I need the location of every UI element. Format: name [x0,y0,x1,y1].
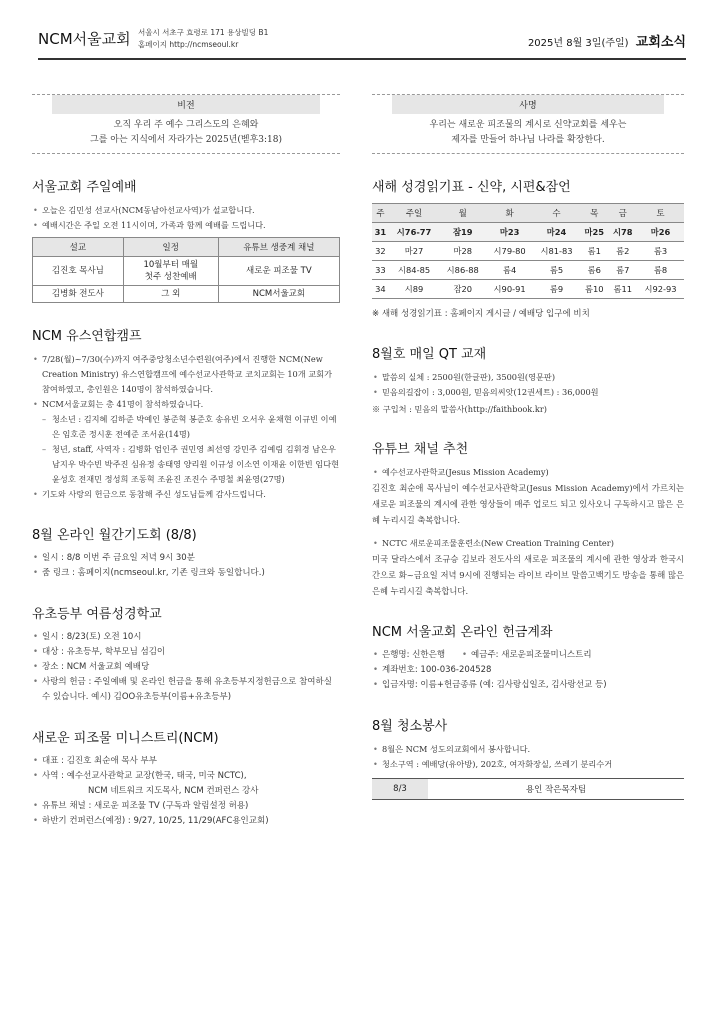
mission-title: 사명 [392,95,663,114]
mission-box [372,94,684,154]
table-cell: 잠20 [439,280,486,299]
table-header: 토 [637,204,684,223]
camp-bullet: • 7/28(월)~7/30(수)까지 여주중앙청소년수련원(여주)에서 진행한 NCM(New Creation Ministry) 유스연합캠프에 예수선교사관학교 코치교회는 10개 교회가 참여하였고, 총인원은 140명이 참석하였습니다. [32,352,340,397]
qt-bullet: • 믿음의길잡이 : 3,000원, 믿음의씨앗(12권세트) : 36,000원 [372,385,684,400]
table-cell: 롬11 [609,280,638,299]
table-cell: 시84-85 [389,261,439,280]
mission-line: 우리는 새로운 피조물의 계시로 신약교회를 세우는 [429,120,627,130]
table-cell: 마24 [533,223,580,242]
table-row [372,223,684,242]
vbs-bullet: • 일시 : 8/23(토) 오전 10시 [32,630,340,645]
vision-title: 비전 [52,95,320,114]
table-cell: 마27 [389,242,439,261]
reading-title: 새해 성경읽기표 - 신약, 시편&잠언 [372,180,571,195]
table-cell: 롬5 [533,261,580,280]
vbs-bullet: • 대상 : 유초등부, 학부모님 섬김이 [32,645,340,660]
youtube-channel-name: • NCTC 새로운피조물훈련소(New Creation Training Center) [372,536,684,551]
table-cell: 롬6 [580,261,609,280]
offering-bank-row [372,648,684,663]
bulletin-date-block [528,31,686,50]
table-header: 주 [372,204,389,223]
camp-sub-item: – 청년, staff, 사역자 : 김병화 엄인주 권민영 최선영 강민주 김예림 김휘경 남은우 남지우 박수빈 박주진 심유정 송태영 양리원 이규성 이소연 이재윤 이한빈 임다현 윤성호 전재민 정성희 조동혁 조윤진 조진수 주명철 최윤영(27명) [32,442,340,487]
ministry-bullet: • 사역 : 예수선교사관학교 교장(한국, 태국, 미국 NCTC), [32,769,340,784]
table-cell: 롬4 [486,261,533,280]
table-cell: 시92-93 [637,280,684,299]
right-column [372,94,684,800]
offering-bank: • 은행명: 신한은행 [372,648,445,663]
table-cell: NCM서울교회 [218,286,339,303]
camp-title: NCM 유스연합캠프 [32,329,142,344]
vbs-bullet: • 사랑의 헌금 : 주일예배 및 온라인 헌금을 통해 유초등부지정헌금으로 참여하실 수 있습니다. 예시) 김OO유초등부(이름+유초등부) [32,675,340,705]
worship-schedule-table [32,237,340,303]
vision-text [32,114,340,153]
vision-box [32,94,340,154]
table-cell: 마26 [637,223,684,242]
table-cell: 마28 [439,242,486,261]
table-cell: 시81-83 [533,242,580,261]
table-row [372,242,684,261]
cleaning-bullet: • 청소구역 : 예배당(유아방), 202호, 여자화장실, 쓰레기 분리수거 [372,757,684,772]
table-header: 일정 [123,238,218,257]
offering-title: NCM 서울교회 온라인 헌금계좌 [372,625,553,640]
bulletin-title: 교회소식 [635,35,686,50]
table-cell: 시76-77 [389,223,439,242]
table-row [372,261,684,280]
table-cell: 롬2 [609,242,638,261]
cleaning-date: 8/3 [372,779,428,800]
table-row [33,257,340,286]
vbs-bullet: • 장소 : NCM 서울교회 예배당 [32,660,340,675]
table-cell: 롬3 [637,242,684,261]
worship-title: 서울교회 주일예배 [32,180,137,195]
table-cell: 시90-91 [486,280,533,299]
mission-line: 제자를 만들어 하나님 나라를 확장한다. [451,135,605,145]
camp-bullet: • 기도와 사랑의 헌금으로 동참해 주신 성도님들께 감사드립니다. [32,487,340,502]
table-row [372,779,684,800]
worship-bullet: • 예배시간은 주일 오전 11시이며, 가족과 함께 예배를 드립니다. [32,218,340,233]
bulletin-date: 2025년 8월 3일(주일) [527,38,629,49]
camp-bullet: • NCM서울교회는 총 41명이 참석하였습니다. [32,397,340,412]
table-header: 주일 [389,204,439,223]
ministry-bullet: • 대표 : 김진호 최순애 목사 부부 [32,754,340,769]
table-row [33,286,340,303]
table-cell: 그 외 [123,286,218,303]
table-cell: 새로운 피조물 TV [218,257,339,286]
table-cell: 롬7 [609,261,638,280]
youtube-description: 김진호 최순애 목사님이 예수선교사관학교(Jesus Mission Academy)에서 가르치는 새로운 피조물의 계시에 관한 영상들이 매주 업로드 되고 있사오니 구독하시고 많은 은혜 누리시길 축복합니다. [372,483,684,525]
table-cell: 김병화 전도사 [33,286,124,303]
vision-line: 그를 아는 지식에서 자라가는 2025년(벧후3:18) [90,135,282,145]
left-column [32,94,340,829]
table-cell: 32 [372,242,389,261]
reading-table [372,203,684,299]
cleaning-team: 용인 작은목자팀 [428,779,684,800]
table-cell: 롬1 [580,242,609,261]
qt-note: ※ 구입처 : 믿음의 말씀사(http://faithbook.kr) [372,404,547,414]
mission-text [372,114,684,153]
bulletin-header [38,22,686,60]
cleaning-table [372,778,684,800]
table-header: 월 [439,204,486,223]
ministry-bullet-continued: NCM 네트워크 지도목사, NCM 컨퍼런스 강사 [88,786,259,796]
church-address: 서울시 서초구 효령로 171 용상빌딩 B1 [138,28,269,37]
table-cell: 33 [372,261,389,280]
table-cell: 시79-80 [486,242,533,261]
qt-bullet: • 말씀의 실체 : 2500원(한글판), 3500원(영문판) [372,370,684,385]
table-header: 수 [533,204,580,223]
ministry-title: 새로운 피조물 미니스트리(NCM) [32,731,219,746]
table-cell: 34 [372,280,389,299]
table-cell: 31 [372,223,389,242]
qt-title: 8월호 매일 QT 교재 [372,347,487,362]
prayer-title: 8월 온라인 월간기도회 (8/8) [32,528,197,543]
table-cell: 잠19 [439,223,486,242]
worship-bullet: • 오늘은 김민성 선교사(NCM동남아선교사역)가 설교합니다. [32,203,340,218]
vision-line: 오직 우리 주 예수 그리스도의 은혜와 [113,120,259,130]
table-cell: 10월부터 매월 첫주 성찬예배 [123,257,218,286]
table-cell: 시86-88 [439,261,486,280]
table-cell: 롬8 [637,261,684,280]
prayer-bullet: • 일시 : 8/8 이번 주 금요일 저녁 9시 30분 [32,551,340,566]
table-header: 목 [580,204,609,223]
church-homepage: 홈페이지 http://ncmseoul.kr [138,40,239,49]
prayer-bullet: • 줌 링크 : 홈페이지(ncmseoul.kr, 기존 링크와 동일합니다.) [32,566,340,581]
table-header: 화 [486,204,533,223]
church-address-block [138,27,268,51]
youtube-title: 유튜브 채널 추천 [372,442,469,457]
table-cell: 마23 [486,223,533,242]
table-cell: 김진호 목사님 [33,257,124,286]
cleaning-title: 8월 청소봉사 [372,719,448,734]
offering-holder: • 예금주: 새로운피조물미니스트리 [461,648,592,663]
youtube-channel-name: • 예수선교사관학교(Jesus Mission Academy) [372,465,684,480]
table-header: 설교 [33,238,124,257]
table-header: 유튜브 생중계 채널 [218,238,339,257]
offering-account: • 계좌번호: 100-036-204528 [372,663,684,678]
ministry-bullet: • 하반기 컨퍼런스(예정) : 9/27, 10/25, 11/29(AFC용인교회) [32,814,340,829]
camp-sub-item: – 청소년 : 김지혜 김하준 박예인 봉준혁 봉준호 송유빈 오서우 윤채현 이규빈 이예은 임호준 정시훈 전예준 조서윤(14명) [32,412,340,442]
reading-note: ※ 새해 성경읽기표 : 홈페이지 게시글 / 예배당 입구에 비치 [372,309,590,319]
table-cell: 롬9 [533,280,580,299]
table-cell: 시89 [389,280,439,299]
table-cell: 롬10 [580,280,609,299]
table-cell: 시78 [609,223,638,242]
table-header: 금 [609,204,638,223]
cleaning-bullet: • 8월은 NCM 성도의교회에서 봉사합니다. [372,742,684,757]
vbs-title: 유초등부 여름성경학교 [32,607,162,622]
church-name: NCM서울교회 [38,30,131,48]
table-row [372,280,684,299]
youtube-description: 미국 달라스에서 조규승 김보라 전도사의 새로운 피조물의 계시에 관한 영상과 한국시간으로 화~금요일 저녁 9시에 진행되는 라이브 라이브 말씀고백기도 방송을 통해 많은 은혜 누리시길 축복합니다. [372,554,684,596]
table-cell: 마25 [580,223,609,242]
ministry-bullet: • 유튜브 채널 : 새로운 피조물 TV (구독과 알림설정 허용) [32,799,340,814]
offering-depositor: • 입금자명: 이름+헌금종류 (예: 김사랑십일조, 김사랑선교 등) [372,678,684,693]
